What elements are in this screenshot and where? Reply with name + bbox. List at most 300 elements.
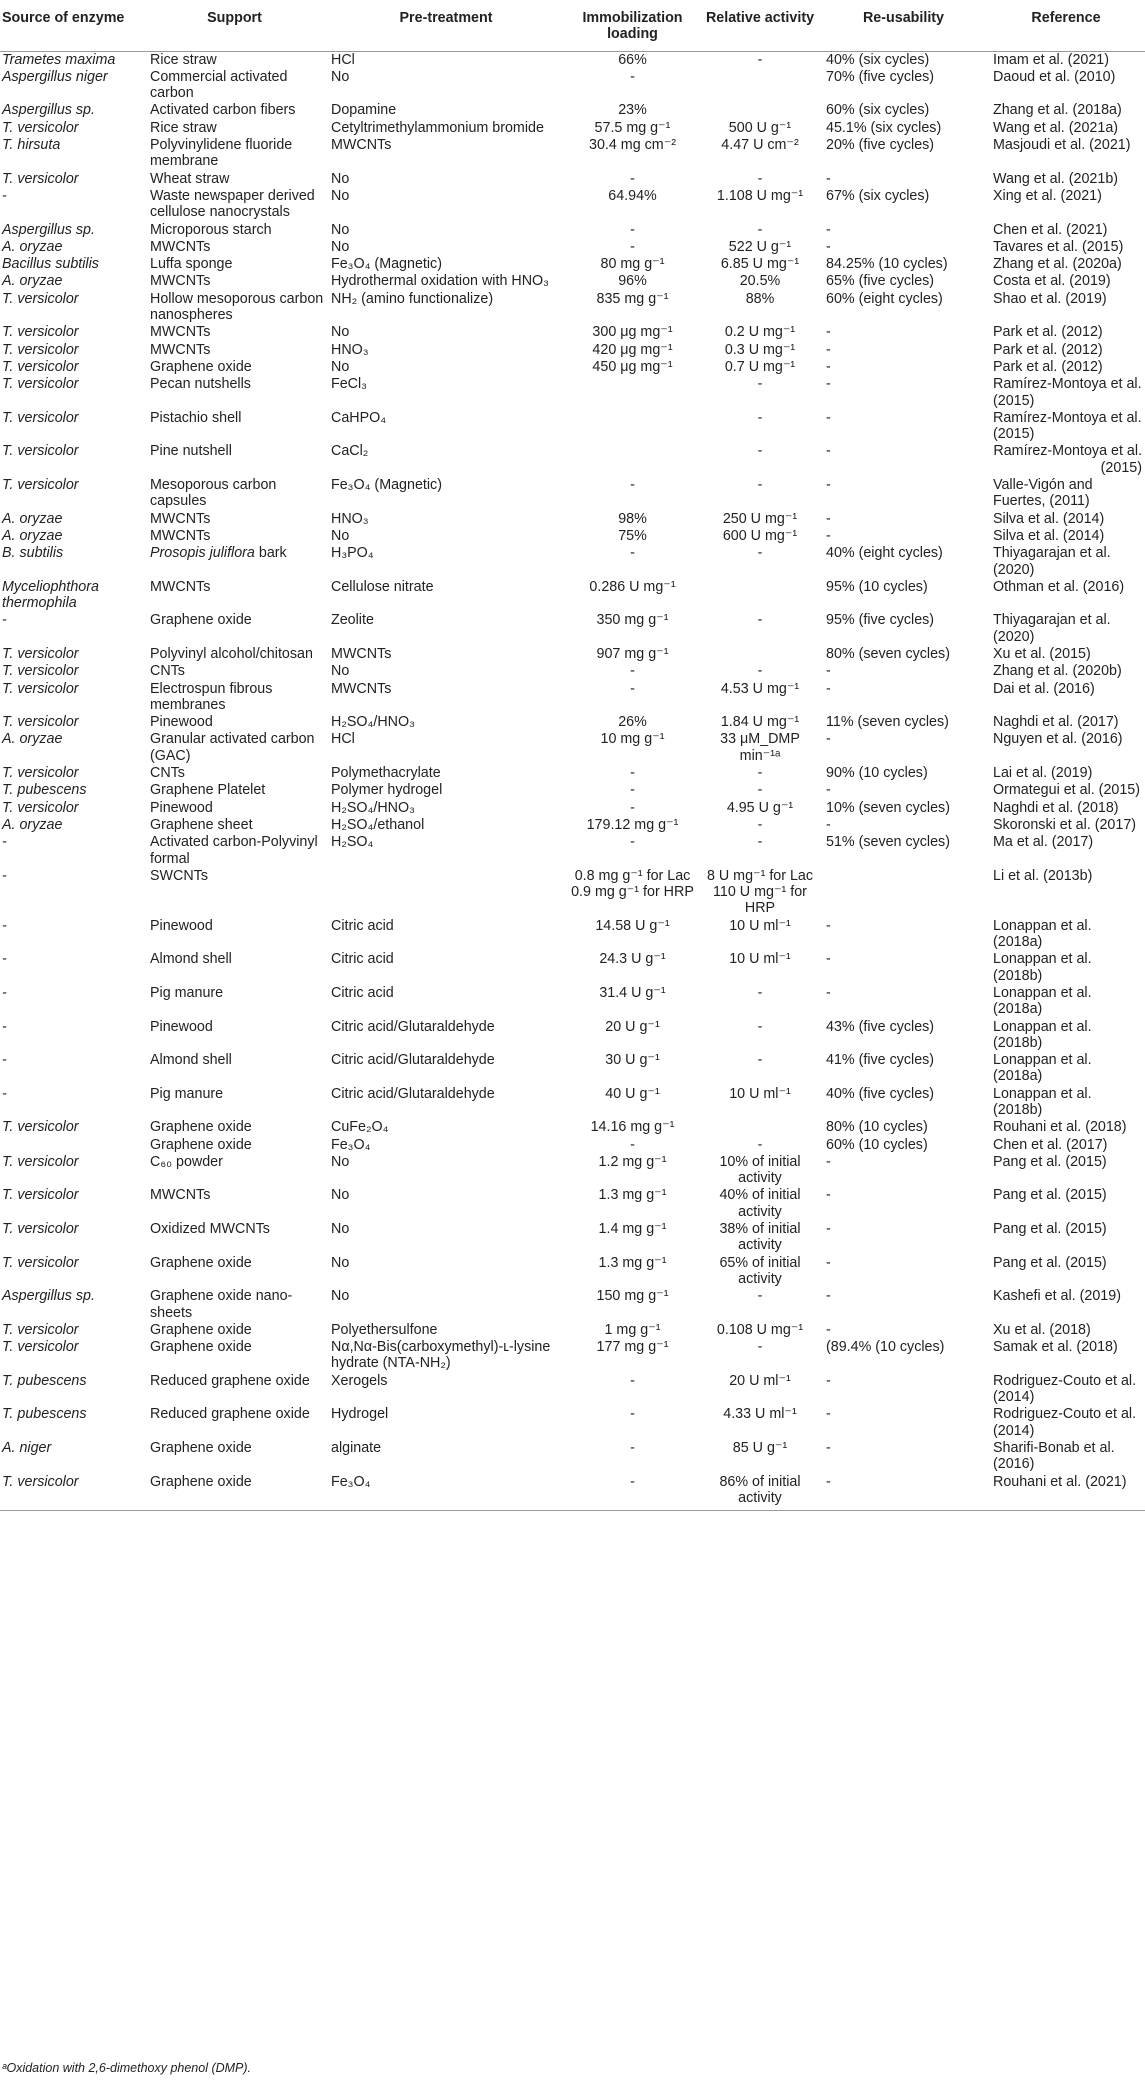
activity-cell: 20 U ml⁻¹ bbox=[729, 1372, 791, 1389]
loading-cell: 1.4 mg g⁻¹ bbox=[598, 1221, 667, 1238]
table-row bbox=[0, 985, 1145, 1019]
source-cell: T. pubescens bbox=[2, 782, 87, 799]
pretreatment-cell: No bbox=[331, 358, 350, 375]
table-row bbox=[0, 800, 1145, 817]
reusability-cell: - bbox=[826, 680, 831, 697]
reusability-cell: 80% (10 cycles) bbox=[826, 1119, 928, 1136]
activity-cell: 0.3 U mg⁻¹ bbox=[724, 341, 796, 358]
table-row bbox=[0, 342, 1145, 359]
pretreatment-cell: No bbox=[331, 1221, 350, 1238]
reusability-cell: - bbox=[826, 663, 831, 680]
table-row bbox=[0, 528, 1145, 545]
reusability-cell: 60% (six cycles) bbox=[826, 102, 930, 119]
activity-cell: 4.33 U ml⁻¹ bbox=[723, 1406, 797, 1423]
reusability-cell: 84.25% (10 cycles) bbox=[826, 256, 948, 273]
activity-cell: 4.95 U g⁻¹ bbox=[726, 799, 794, 816]
source-cell: T. versicolor bbox=[2, 1254, 79, 1271]
reusability-cell: 40% (six cycles) bbox=[826, 51, 930, 68]
activity-cell: 8 U mg⁻¹ for Lac 110 U mg⁻¹ for HRP bbox=[706, 867, 814, 917]
reference-cell: Lonappan et al. (2018b) bbox=[993, 1018, 1092, 1051]
pretreatment-cell: Polymethacrylate bbox=[331, 765, 441, 782]
table-row bbox=[0, 1019, 1145, 1053]
loading-cell: - bbox=[630, 1439, 635, 1456]
table-row bbox=[0, 951, 1145, 985]
loading-cell: 177 mg g⁻¹ bbox=[596, 1339, 669, 1356]
activity-cell: - bbox=[757, 663, 763, 680]
reference-cell: Skoronski et al. (2017) bbox=[993, 816, 1137, 833]
support-cell: Graphene oxide bbox=[150, 1254, 252, 1271]
activity-cell: 86% of initial activity bbox=[700, 1474, 820, 1511]
reference-cell: Lai et al. (2019) bbox=[993, 765, 1093, 782]
reference-cell: Naghdi et al. (2017) bbox=[993, 714, 1119, 731]
source-cell: T. versicolor bbox=[2, 341, 79, 358]
reusability-cell: 80% (seven cycles) bbox=[826, 645, 950, 662]
pretreatment-cell: H₂SO₄/HNO₃ bbox=[331, 799, 415, 816]
activity-cell: - bbox=[757, 477, 763, 494]
reference-cell: Lonappan et al. (2018a) bbox=[993, 917, 1092, 951]
loading-cell: - bbox=[630, 1136, 635, 1153]
source-cell: T. versicolor bbox=[2, 680, 79, 697]
reusability-cell: - bbox=[826, 1221, 831, 1238]
activity-cell: 38% of initial activity bbox=[719, 1221, 801, 1254]
reference-cell: Valle-Vigón and Fuertes, (2011) bbox=[993, 477, 1093, 510]
reference-cell: Sharifi-Bonab et al. (2016) bbox=[993, 1439, 1115, 1473]
reusability-cell: - bbox=[826, 1406, 831, 1423]
pretreatment-cell: Citric acid bbox=[331, 951, 394, 968]
reusability-cell: - bbox=[826, 1187, 831, 1204]
table-row bbox=[0, 1221, 1145, 1255]
table-row bbox=[0, 69, 1145, 103]
source-cell: Aspergillus sp. bbox=[2, 102, 95, 119]
loading-cell: 30.4 mg cm⁻² bbox=[589, 137, 676, 154]
table-row bbox=[0, 1119, 1145, 1136]
source-cell: A. oryzae bbox=[2, 510, 63, 527]
reusability-cell: - bbox=[820, 1474, 987, 1511]
source-cell: Aspergillus sp. bbox=[2, 221, 95, 238]
pretreatment-cell: Dopamine bbox=[331, 102, 397, 119]
reference-cell: Xu et al. (2015) bbox=[993, 645, 1091, 662]
pretreatment-cell: No bbox=[331, 1288, 350, 1305]
support-cell: SWCNTs bbox=[150, 867, 208, 884]
table-row bbox=[0, 1154, 1145, 1188]
activity-cell: 33 μM_DMP min⁻¹ᵃ bbox=[720, 731, 800, 764]
loading-cell: 1 mg g⁻¹ bbox=[604, 1321, 661, 1338]
support-cell: Graphene sheet bbox=[150, 816, 253, 833]
loading-cell: 24.3 U g⁻¹ bbox=[599, 951, 666, 968]
reference-cell: Imam et al. (2021) bbox=[993, 51, 1110, 68]
source-cell: T. versicolor bbox=[2, 1339, 79, 1356]
pretreatment-cell: Nα,Nα-Bis(carboxymethyl)-ʟ-lysine hydrate (NTA-NH₂) bbox=[331, 1339, 551, 1372]
activity-cell bbox=[700, 1119, 820, 1136]
loading-cell: - bbox=[630, 1372, 635, 1389]
activity-cell bbox=[700, 102, 820, 119]
reusability-cell: - bbox=[826, 984, 831, 1001]
pretreatment-cell: Xerogels bbox=[331, 1372, 388, 1389]
support-cell: Electrospun fibrous membranes bbox=[150, 680, 273, 713]
activity-cell: 4.53 U mg⁻¹ bbox=[720, 680, 800, 697]
pretreatment-cell: FeCl₃ bbox=[331, 376, 368, 393]
reusability-cell: - bbox=[826, 1153, 831, 1170]
pretreatment-cell: No bbox=[331, 170, 350, 187]
pretreatment-cell: Fe₃O₄ (Magnetic) bbox=[331, 477, 442, 494]
support-cell: Commercial activated carbon bbox=[150, 68, 288, 102]
activity-cell: - bbox=[757, 765, 763, 782]
table-row bbox=[0, 1255, 1145, 1289]
pretreatment-cell: Citric acid bbox=[331, 917, 394, 934]
table-row bbox=[0, 714, 1145, 731]
loading-cell: - bbox=[630, 170, 635, 187]
activity-cell: - bbox=[757, 409, 763, 426]
activity-cell: 600 U mg⁻¹ bbox=[722, 527, 798, 544]
loading-cell: - bbox=[565, 1474, 700, 1511]
pretreatment-cell: No bbox=[331, 68, 350, 85]
reusability-cell: 40% (five cycles) bbox=[826, 1085, 935, 1102]
reference-cell: Li et al. (2013b) bbox=[993, 867, 1093, 884]
reference-cell: Ormategui et al. (2015) bbox=[993, 782, 1141, 799]
loading-cell: 179.12 mg g⁻¹ bbox=[586, 816, 679, 833]
activity-cell: 1.84 U mg⁻¹ bbox=[720, 714, 800, 731]
reference-cell: Shao et al. (2019) bbox=[993, 290, 1107, 307]
support-cell: Graphene oxide bbox=[150, 1339, 252, 1356]
reusability-cell: 95% (10 cycles) bbox=[826, 578, 928, 595]
activity-cell bbox=[700, 646, 820, 663]
reference-cell: Lonappan et al. (2018b) bbox=[993, 1085, 1092, 1118]
table-row bbox=[0, 817, 1145, 834]
reference-cell: Othman et al. (2016) bbox=[993, 578, 1125, 595]
support-cell: Granular activated carbon (GAC) bbox=[150, 731, 315, 764]
activity-cell: - bbox=[757, 612, 763, 629]
table-row bbox=[0, 765, 1145, 782]
source-cell: Bacillus subtilis bbox=[2, 256, 99, 273]
source-cell: T. versicolor bbox=[2, 799, 79, 816]
reusability-cell: - bbox=[826, 358, 831, 375]
source-cell: Aspergillus niger bbox=[2, 68, 108, 85]
support-cell: CNTs bbox=[150, 663, 185, 680]
loading-cell: 26% bbox=[618, 714, 647, 731]
header-row bbox=[0, 4, 1145, 51]
activity-cell: 10% of initial activity bbox=[719, 1153, 801, 1187]
support-cell: CNTs bbox=[150, 765, 185, 782]
pretreatment-cell: HCl bbox=[331, 731, 355, 748]
support-cell: Pig manure bbox=[150, 984, 224, 1001]
loading-cell: 20 U g⁻¹ bbox=[605, 1018, 660, 1035]
support-cell: Rice straw bbox=[150, 51, 217, 68]
reference-cell: Zhang et al. (2018a) bbox=[993, 102, 1122, 119]
source-cell: T. pubescens bbox=[2, 1406, 87, 1423]
reusability-cell: 70% (five cycles) bbox=[826, 68, 935, 85]
pretreatment-cell: Fe₃O₄ bbox=[327, 1474, 565, 1511]
pretreatment-cell: H₂SO₄/HNO₃ bbox=[331, 714, 415, 731]
source-cell: - bbox=[2, 1018, 7, 1035]
pretreatment-cell: Cellulose nitrate bbox=[331, 578, 434, 595]
reference-cell: Lonappan et al. (2018a) bbox=[993, 984, 1092, 1018]
loading-cell: 1.2 mg g⁻¹ bbox=[598, 1153, 667, 1170]
pretreatment-cell: Polymer hydrogel bbox=[331, 782, 443, 799]
reference-cell: Ma et al. (2017) bbox=[993, 834, 1094, 851]
reusability-cell: - bbox=[826, 324, 831, 341]
pretreatment-cell: Zeolite bbox=[331, 612, 374, 629]
pretreatment-cell: No bbox=[331, 1153, 350, 1170]
loading-cell: 40 U g⁻¹ bbox=[605, 1085, 660, 1102]
source-cell: Trametes maxima bbox=[2, 51, 116, 68]
support-cell: MWCNTs bbox=[150, 238, 211, 255]
table-footnote: ᵃOxidation with 2,6-dimethoxy phenol (DMP). bbox=[2, 2061, 252, 2075]
source-cell: T. versicolor bbox=[2, 290, 79, 307]
table-row bbox=[0, 1373, 1145, 1407]
source-cell: T. versicolor bbox=[2, 119, 79, 136]
table-row bbox=[0, 511, 1145, 528]
table-row bbox=[0, 1440, 1145, 1474]
source-cell: - bbox=[2, 612, 7, 629]
table-row bbox=[0, 443, 1145, 477]
pretreatment-cell: Fe₃O₄ bbox=[331, 1136, 371, 1153]
reference-cell: Nguyen et al. (2016) bbox=[993, 731, 1123, 748]
reusability-cell: - bbox=[826, 951, 831, 968]
loading-cell: 14.58 U g⁻¹ bbox=[595, 917, 670, 934]
reference-cell: Zhang et al. (2020a) bbox=[993, 256, 1122, 273]
reference-cell: Park et al. (2012) bbox=[993, 341, 1103, 358]
activity-cell: - bbox=[757, 1052, 763, 1069]
table-row bbox=[0, 545, 1145, 579]
reference-cell: Ramírez-Montoya et al. (2015) bbox=[993, 409, 1142, 443]
activity-cell: 250 U mg⁻¹ bbox=[722, 510, 798, 527]
loading-cell: - bbox=[630, 663, 635, 680]
reference-cell: Ramírez-Montoya et al. (2015) bbox=[993, 376, 1142, 409]
reusability-cell: - bbox=[826, 376, 831, 393]
reusability-cell: 11% (seven cycles) bbox=[826, 714, 949, 731]
reference-cell: Samak et al. (2018) bbox=[993, 1339, 1118, 1356]
support-cell: Rice straw bbox=[150, 119, 217, 136]
table-row bbox=[0, 477, 1145, 511]
reusability-cell: - bbox=[826, 917, 831, 934]
reference-cell: Thiyagarajan et al. (2020) bbox=[993, 612, 1111, 645]
reference-cell: Masjoudi et al. (2021) bbox=[993, 137, 1131, 154]
support-cell: Graphene oxide bbox=[150, 1321, 252, 1338]
source-cell: T. versicolor bbox=[2, 170, 79, 187]
reference-cell: Xing et al. (2021) bbox=[993, 187, 1102, 204]
source-cell: Myceliophthora thermophila bbox=[2, 578, 99, 612]
pretreatment-cell: Hydrothermal oxidation with HNO₃ bbox=[331, 273, 549, 290]
table-row bbox=[0, 1322, 1145, 1339]
source-cell: T. hirsuta bbox=[2, 137, 61, 154]
loading-cell: 57.5 mg g⁻¹ bbox=[594, 119, 671, 136]
table-row bbox=[0, 612, 1145, 646]
source-cell: T. versicolor bbox=[2, 1153, 79, 1170]
source-cell: T. versicolor bbox=[2, 376, 79, 393]
activity-cell: 522 U g⁻¹ bbox=[728, 238, 792, 255]
loading-cell: - bbox=[630, 477, 635, 494]
loading-cell: 30 U g⁻¹ bbox=[605, 1052, 660, 1069]
table-row bbox=[0, 171, 1145, 188]
support-cell: C₆₀ powder bbox=[150, 1153, 223, 1170]
support-cell: Wheat straw bbox=[150, 170, 230, 187]
header-pretreatment: Pre-treatment bbox=[327, 4, 565, 51]
support-cell: Pine nutshell bbox=[150, 443, 232, 460]
pretreatment-cell: Hydrogel bbox=[331, 1406, 389, 1423]
reusability-cell: 45.1% (six cycles) bbox=[826, 119, 942, 136]
activity-cell: - bbox=[757, 443, 763, 460]
support-cell: MWCNTs bbox=[150, 578, 211, 595]
reusability-cell: - bbox=[826, 221, 831, 238]
source-cell: - bbox=[2, 867, 7, 884]
loading-cell: 75% bbox=[618, 527, 647, 544]
source-cell: T. versicolor bbox=[2, 324, 79, 341]
reference-cell: Daoud et al. (2010) bbox=[993, 68, 1116, 85]
support-cell: Hollow mesoporous carbon nanospheres bbox=[150, 290, 324, 324]
reusability-cell: 40% (eight cycles) bbox=[826, 545, 943, 562]
activity-cell: - bbox=[757, 1339, 763, 1356]
table-header bbox=[0, 4, 1145, 51]
loading-cell: 1.3 mg g⁻¹ bbox=[598, 1187, 667, 1204]
source-cell: T. versicolor bbox=[2, 645, 79, 662]
loading-cell: 835 mg g⁻¹ bbox=[596, 290, 669, 307]
pretreatment-cell: No bbox=[331, 221, 350, 238]
activity-cell: - bbox=[757, 984, 763, 1001]
pretreatment-cell: CaHPO₄ bbox=[331, 409, 387, 426]
reusability-cell: 20% (five cycles) bbox=[826, 137, 935, 154]
reference-cell: Dai et al. (2016) bbox=[993, 680, 1095, 697]
activity-cell: - bbox=[757, 1136, 763, 1153]
reusability-cell: - bbox=[826, 409, 831, 426]
activity-cell: 10 U ml⁻¹ bbox=[729, 917, 791, 934]
header-activity: Relative activity bbox=[700, 4, 820, 51]
activity-cell: 85 U g⁻¹ bbox=[732, 1439, 788, 1456]
support-cell: Microporous starch bbox=[150, 221, 272, 238]
activity-cell bbox=[700, 579, 820, 613]
source-cell: T. pubescens bbox=[2, 1372, 87, 1389]
source-cell: A. oryzae bbox=[2, 816, 63, 833]
pretreatment-cell bbox=[327, 868, 565, 918]
table-row bbox=[0, 137, 1145, 171]
reference-cell: Wang et al. (2021a) bbox=[993, 119, 1119, 136]
reference-cell: Naghdi et al. (2018) bbox=[993, 799, 1119, 816]
pretreatment-cell: Fe₃O₄ (Magnetic) bbox=[331, 256, 442, 273]
source-cell: T. versicolor bbox=[2, 409, 79, 426]
table-row bbox=[0, 51, 1145, 69]
support-cell: Pistachio shell bbox=[150, 409, 242, 426]
activity-cell: 20.5% bbox=[739, 273, 781, 290]
table-row bbox=[0, 868, 1145, 918]
reusability-cell bbox=[820, 868, 987, 918]
pretreatment-cell: Citric acid/Glutaraldehyde bbox=[331, 1018, 495, 1035]
pretreatment-cell: Citric acid/Glutaraldehyde bbox=[331, 1052, 495, 1069]
support-cell: Pinewood bbox=[150, 1018, 213, 1035]
activity-cell: 0.2 U mg⁻¹ bbox=[724, 324, 796, 341]
source-cell: - bbox=[2, 834, 7, 851]
header-reusability: Re-usability bbox=[820, 4, 987, 51]
reference-cell: Rouhani et al. (2021) bbox=[987, 1474, 1145, 1511]
reference-cell: Chen et al. (2021) bbox=[993, 221, 1108, 238]
activity-cell: 1.108 U mg⁻¹ bbox=[716, 187, 804, 204]
activity-cell: 4.47 U cm⁻² bbox=[721, 137, 799, 154]
source-cell: A. oryzae bbox=[2, 731, 63, 748]
pretreatment-cell: HNO₃ bbox=[331, 341, 369, 358]
support-cell: Graphene Platelet bbox=[150, 782, 266, 799]
source-cell bbox=[0, 1137, 142, 1154]
pretreatment-cell: alginate bbox=[331, 1439, 382, 1456]
reference-cell: Lonappan et al. (2018b) bbox=[993, 951, 1092, 984]
activity-cell: 40% of initial activity bbox=[719, 1187, 801, 1220]
loading-cell bbox=[565, 410, 700, 444]
table-row bbox=[0, 681, 1145, 715]
table-row bbox=[0, 359, 1145, 376]
reference-cell: Rodriguez-Couto et al. (2014) bbox=[993, 1372, 1137, 1406]
support-cell: Pinewood bbox=[150, 714, 213, 731]
activity-cell: 6.85 U mg⁻¹ bbox=[720, 256, 800, 273]
source-cell: - bbox=[2, 187, 7, 204]
table-row bbox=[0, 1406, 1145, 1440]
table-row bbox=[0, 410, 1145, 444]
pretreatment-cell: No bbox=[331, 527, 350, 544]
support-cell: Graphene oxide bbox=[142, 1474, 327, 1511]
support-cell: MWCNTs bbox=[150, 510, 211, 527]
table-row bbox=[0, 256, 1145, 273]
reusability-cell: 41% (five cycles) bbox=[826, 1052, 935, 1069]
loading-cell: 300 μg mg⁻¹ bbox=[592, 324, 673, 341]
reference-cell: Kashefi et al. (2019) bbox=[993, 1288, 1121, 1305]
reference-cell: Silva et al. (2014) bbox=[993, 510, 1105, 527]
table-row bbox=[0, 731, 1145, 765]
source-cell: - bbox=[2, 1085, 7, 1102]
source-cell: T. versicolor bbox=[2, 1187, 79, 1204]
reference-cell: Silva et al. (2014) bbox=[993, 527, 1105, 544]
support-cell: Graphene oxide bbox=[150, 358, 252, 375]
support-cell: Pecan nutshells bbox=[150, 376, 251, 393]
support-cell: Waste newspaper derived cellulose nanocrystals bbox=[150, 187, 315, 221]
source-cell: A. niger bbox=[2, 1439, 52, 1456]
support-cell: Luffa sponge bbox=[150, 256, 233, 273]
support-cell: MWCNTs bbox=[150, 527, 211, 544]
loading-cell: - bbox=[630, 221, 635, 238]
table-row bbox=[0, 579, 1145, 613]
activity-cell: - bbox=[757, 834, 763, 851]
reusability-cell: - bbox=[826, 816, 831, 833]
reusability-cell: - bbox=[826, 477, 831, 494]
loading-cell: 1.3 mg g⁻¹ bbox=[598, 1254, 667, 1271]
loading-cell: - bbox=[630, 680, 635, 697]
table-row bbox=[0, 291, 1145, 325]
activity-cell: 500 U g⁻¹ bbox=[728, 119, 792, 136]
loading-cell: - bbox=[630, 68, 635, 85]
reference-cell: Costa et al. (2019) bbox=[993, 273, 1111, 290]
source-cell: T. versicolor bbox=[0, 1474, 142, 1511]
loading-cell: 450 μg mg⁻¹ bbox=[592, 358, 673, 375]
reusability-cell: - bbox=[826, 341, 831, 358]
pretreatment-cell: No bbox=[331, 187, 350, 204]
activity-cell bbox=[700, 69, 820, 103]
support-cell: Graphene oxide bbox=[150, 1119, 252, 1136]
reference-cell: Rouhani et al. (2018) bbox=[993, 1119, 1127, 1136]
source-cell: T. versicolor bbox=[2, 1321, 79, 1338]
header-support: Support bbox=[142, 4, 327, 51]
source-cell: T. versicolor bbox=[2, 765, 79, 782]
table-row bbox=[0, 1187, 1145, 1221]
header-source: Source of enzyme bbox=[0, 4, 142, 51]
table-row bbox=[0, 188, 1145, 222]
loading-cell: 80 mg g⁻¹ bbox=[600, 256, 665, 273]
reusability-cell: 67% (six cycles) bbox=[826, 187, 930, 204]
loading-cell: - bbox=[630, 765, 635, 782]
reference-cell: Pang et al. (2015) bbox=[993, 1153, 1107, 1170]
support-cell: Polyvinylidene fluoride membrane bbox=[150, 137, 293, 170]
support-cell: Activated carbon-Polyvinyl formal bbox=[150, 834, 318, 867]
table-row bbox=[0, 324, 1145, 341]
loading-cell: 96% bbox=[618, 273, 647, 290]
support-cell: Pinewood bbox=[150, 917, 213, 934]
support-cell: Almond shell bbox=[150, 951, 232, 968]
table-row bbox=[0, 1086, 1145, 1120]
activity-cell: 10 U ml⁻¹ bbox=[729, 1085, 791, 1102]
